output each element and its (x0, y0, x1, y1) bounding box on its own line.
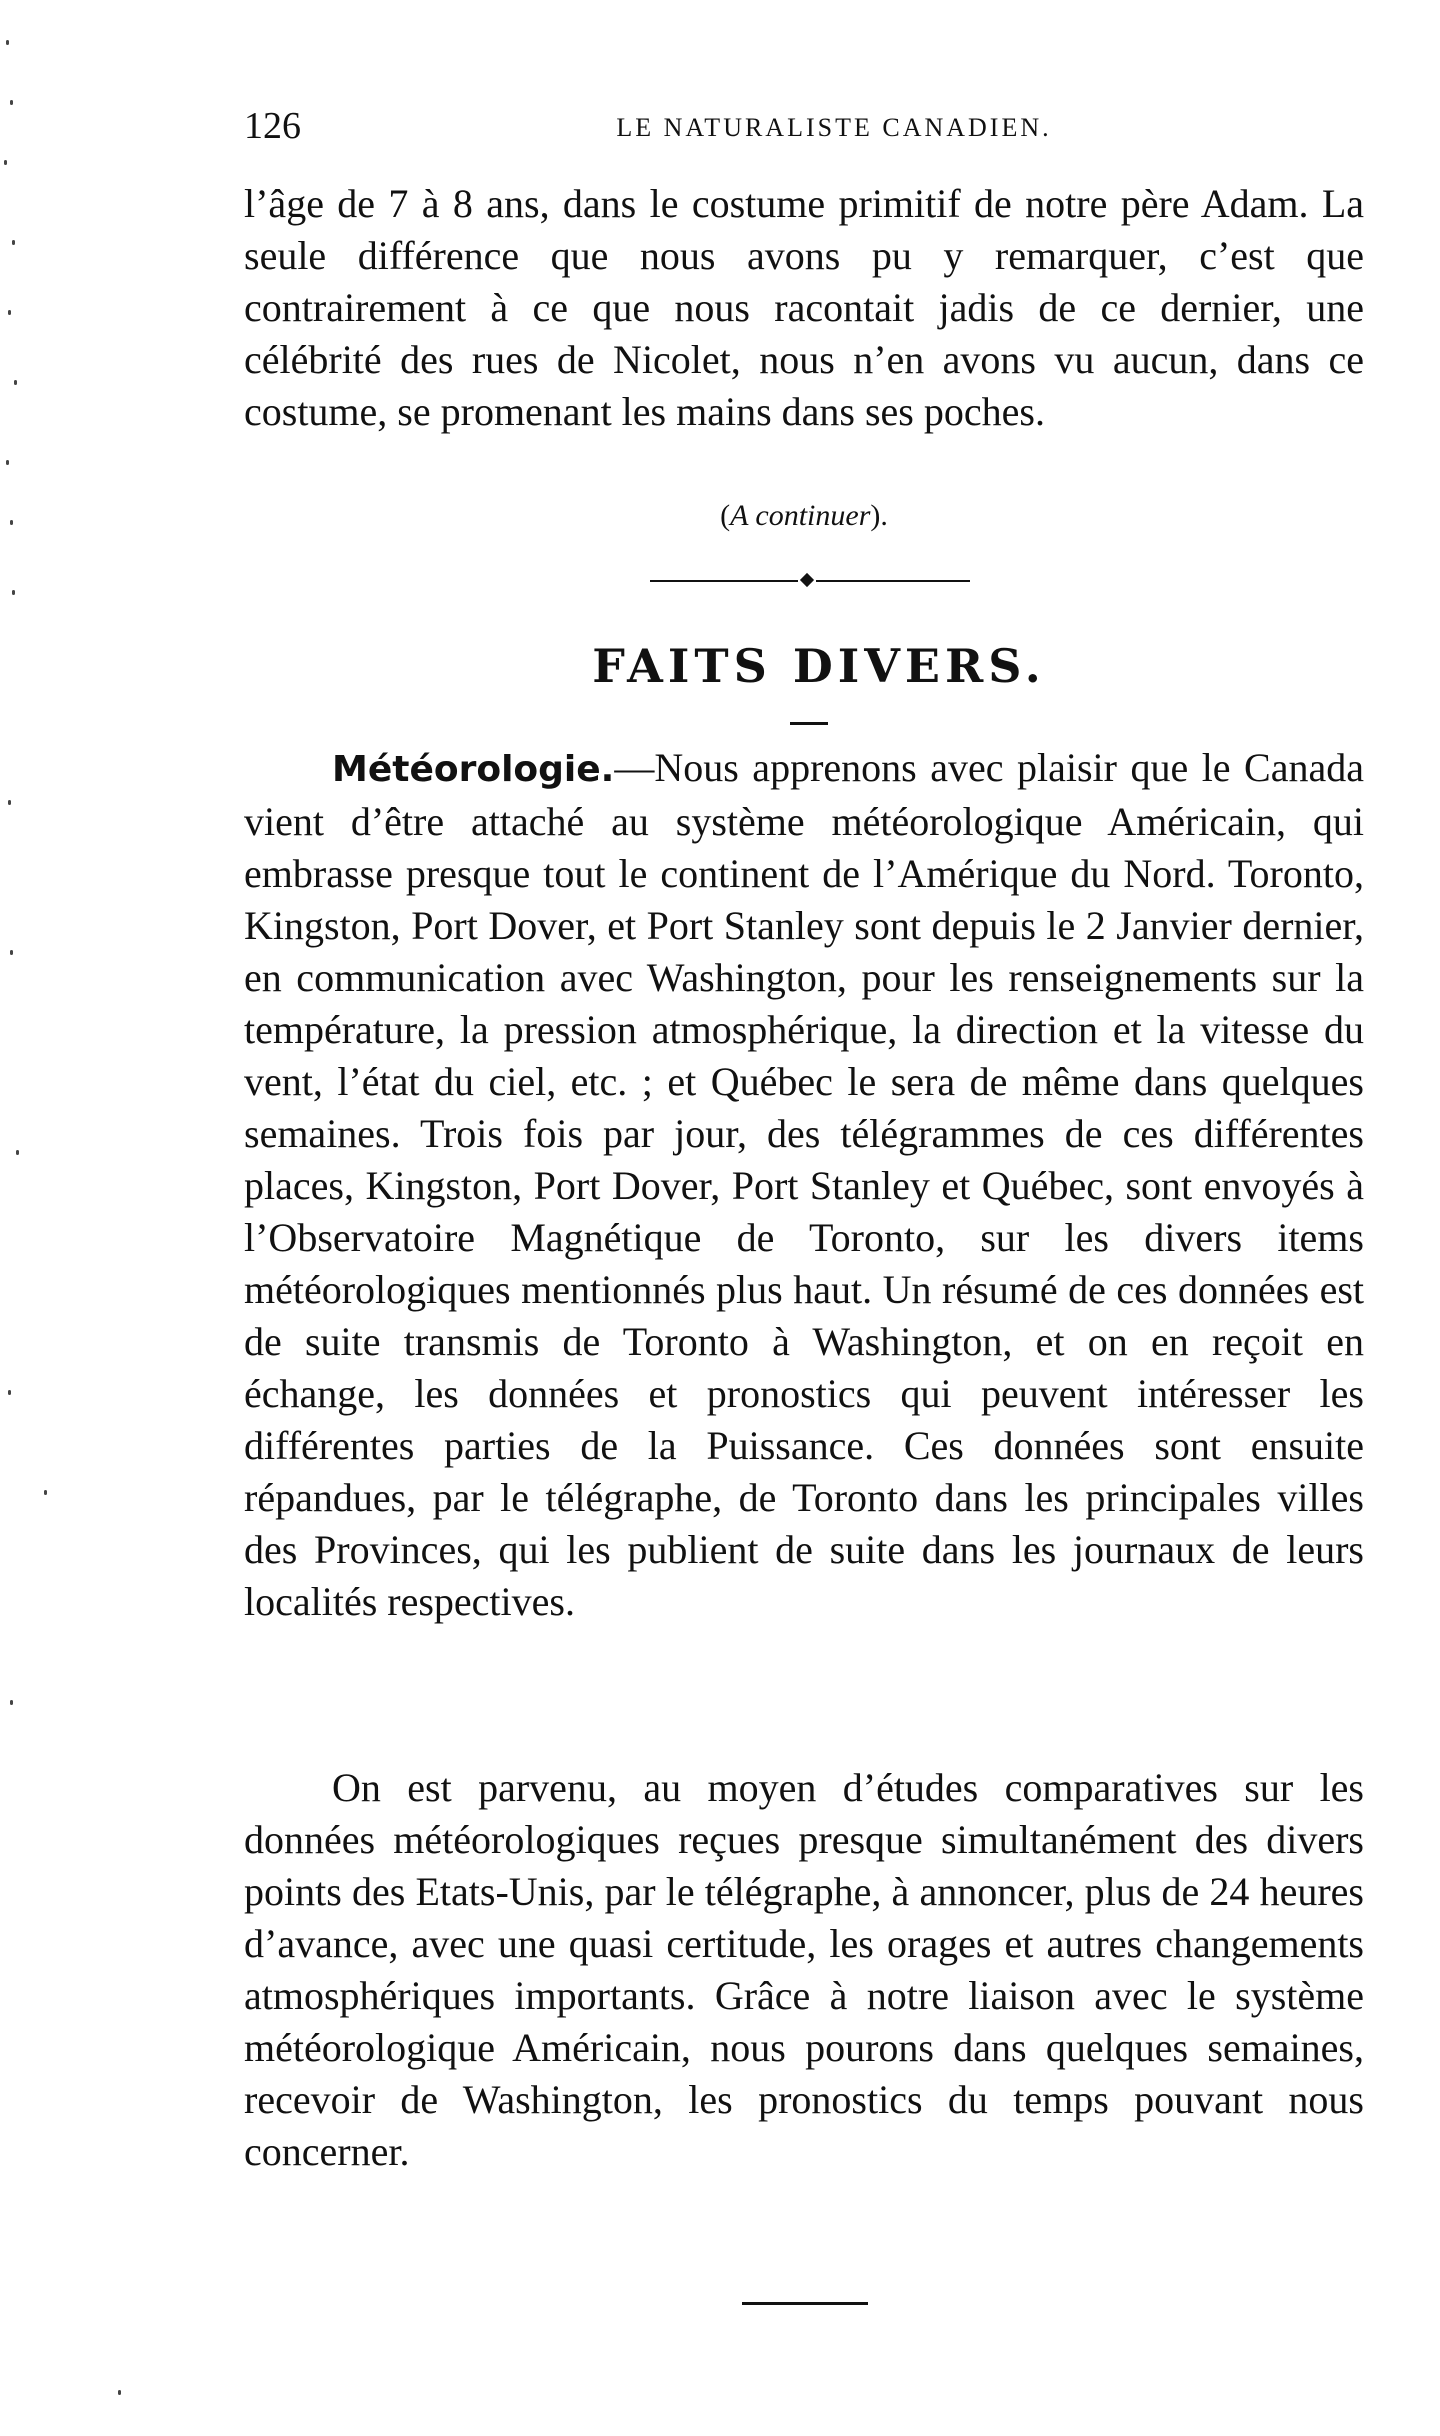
ornament-line-right (816, 580, 970, 582)
speck (12, 590, 15, 595)
to-be-continued-note (244, 494, 1364, 538)
running-head (244, 100, 1364, 160)
speck (6, 460, 9, 465)
journal-title: LE NATURALISTE CANADIEN. (616, 113, 1052, 142)
speck (10, 520, 13, 525)
continued-close: ). (870, 499, 888, 532)
heading-rule (790, 722, 828, 725)
closing-rule (742, 2302, 868, 2305)
speck (10, 1700, 13, 1705)
ornament-diamond-icon (800, 573, 814, 587)
pronostics-paragraph: On est parvenu, au moyen d’études comparatives sur les données météorologiques reçues presque simultanément des divers points des Etats-Unis, par le télégraphe, à annoncer, plus de 24 heures d’avance, avec une quasi certitude, les orages et autres changements atmosphériques importants. Grâce à notre liaison avec le système météorologique Américain, nous pourons dans quelques semaines, recevoir de Washington, les pronostics du temps pouvant nous concerner. (244, 1765, 1364, 2174)
continued-open: ( (720, 499, 731, 532)
speck (8, 800, 11, 805)
run-in-title: Météorologie. (332, 749, 615, 790)
speck (6, 40, 9, 45)
section-heading: FAITS DIVERS. (592, 639, 1046, 693)
carryover-paragraph: l’âge de 7 à 8 ans, dans le costume primitif de notre père Adam. La seule différence que nous avons pu y remarquer, c’est que contrairement à ce que nous racontait jadis de ce dernier, une célébrité des rues de Nicolet, nous n’en avons vu aucun, dans ce costume, se promenant les mains dans ses poches. (244, 181, 1364, 434)
speck (8, 310, 11, 315)
speck (10, 950, 13, 955)
margin-specks (0, 0, 80, 2436)
meteorologie-text: —Nous apprenons avec plaisir que le Canada vient d’être attaché au système météorologique Américain, qui embrasse presque tout le continent de l’Amérique du Nord. Toronto, Kingston, Port Dover, et Port Stanley sont depuis le 2 Janvier dernier, en communication avec Washington, pour les renseignements sur la température, la pression atmosphérique, la direction et la vitesse du vent, l’état du ciel, etc. ; et Québec le sera de même dans quelques semaines. Trois fois par jour, des télégrammes de ces différentes places, Kingston, Port Dover, Port Stanley et Québec, sont envoyés à l’Observatoire Magnétique de Toronto, sur les divers items météorologiques mentionnés plus haut. Un résumé de ces données est de suite transmis de Toronto à Washington, et on en reçoit en échange, les données et pronostics qui peuvent intéresser les différentes parties de la Puissance. Ces données sont ensuite répandues, par le télégraphe, de Toronto dans les principales villes des Provinces, qui les publient de suite dans les journaux de leurs localités respectives. (244, 745, 1364, 1624)
page-number: 126 (244, 105, 301, 147)
speck (118, 2390, 121, 2395)
continued-word: A continuer (730, 499, 871, 532)
meteorologie-paragraph (244, 742, 1364, 1628)
speck (8, 1390, 11, 1395)
speck (16, 1150, 19, 1155)
speck (12, 240, 15, 245)
speck (14, 380, 17, 385)
ornament-line-left (650, 580, 798, 582)
section-ornament (650, 575, 970, 587)
speck (10, 100, 13, 105)
speck (44, 1490, 47, 1495)
speck (4, 160, 7, 165)
